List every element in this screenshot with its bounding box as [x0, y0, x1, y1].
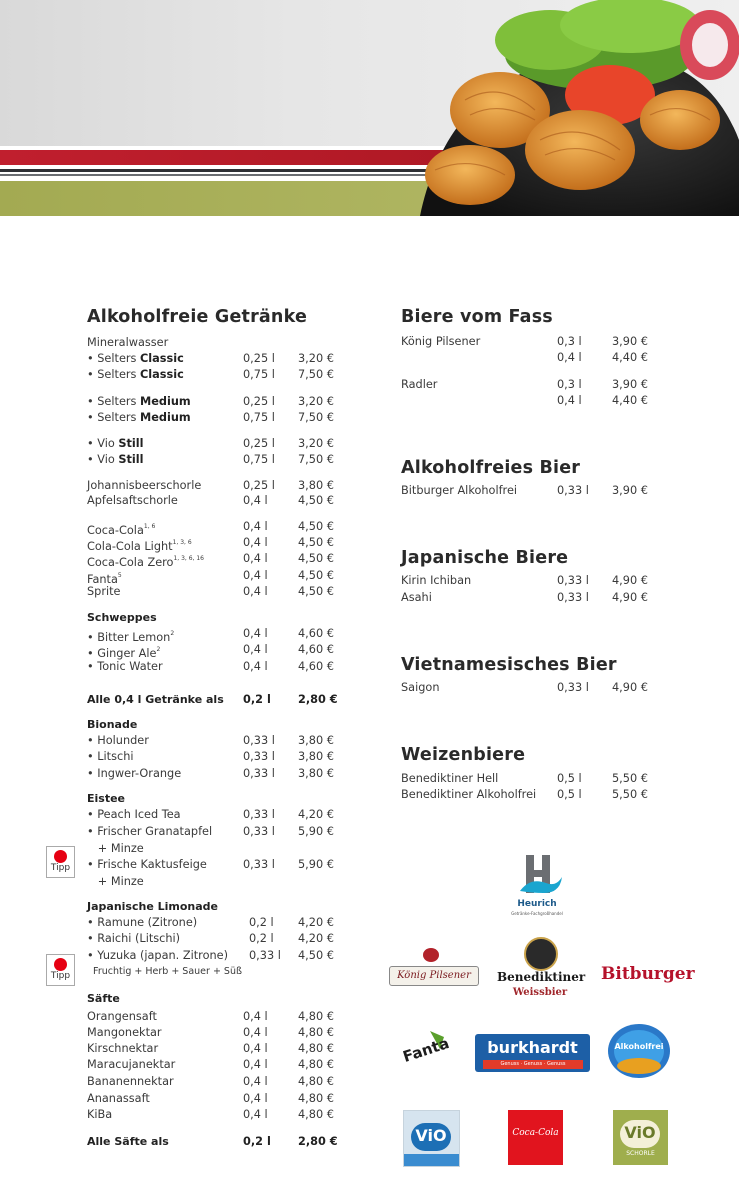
crest-icon: [423, 948, 439, 962]
heurich-h-icon: [506, 853, 568, 903]
menu-item-volume: 0,33 l: [557, 591, 589, 604]
menu-item-volume: 0,33 l: [243, 767, 275, 780]
menu-item-volume: 0,25 l: [243, 437, 275, 450]
menu-item-name: • Selters Classic: [87, 368, 184, 381]
menu-item-name: Benediktiner Alkoholfrei: [401, 788, 537, 801]
menu-item-price: 3,80 €: [298, 767, 334, 780]
menu-item-name: Bionade: [87, 718, 138, 731]
menu-item-price: 4,40 €: [612, 394, 648, 407]
menu-item-price: 7,50 €: [298, 453, 334, 466]
menu-item-volume: 0,5 l: [557, 772, 582, 785]
menu-item-name: • Bitter Lemon$^2$: [87, 630, 175, 644]
menu-item-name: Radler: [401, 378, 438, 391]
menu-item-price: 4,80 €: [298, 1058, 334, 1071]
menu-item-volume: 0,75 l: [243, 368, 275, 381]
menu-item-price: 3,90 €: [612, 335, 648, 348]
menu-item-name: • Holunder: [87, 734, 149, 747]
menu-item-name: • Ingwer-Orange: [87, 767, 182, 780]
menu-item-price: 4,80 €: [298, 1042, 334, 1055]
menu-item-price: 4,20 €: [298, 932, 334, 945]
menu-item-name: • Ginger Ale$^2$: [87, 646, 161, 660]
menu-item-name: Bananennektar: [87, 1075, 174, 1088]
menu-item-volume: 0,4 l: [243, 1108, 268, 1121]
menu-item-volume: 0,75 l: [243, 453, 275, 466]
section-title: Weizenbiere: [401, 745, 526, 765]
menu-item-name: KiBa: [87, 1108, 113, 1121]
menu-item-price: 3,80 €: [298, 734, 334, 747]
menu-item-name: Mineralwasser: [87, 336, 169, 349]
menu-item-volume: 0,4 l: [243, 643, 268, 656]
tipp-dot-icon: [54, 850, 67, 863]
menu-item-name: • Selters Medium: [87, 395, 191, 408]
fanta-logo: Fanta: [400, 1027, 452, 1075]
menu-item-name: Mangonektar: [87, 1026, 162, 1039]
menu-item-price: 4,80 €: [298, 1092, 334, 1105]
menu-item-price: 3,80 €: [298, 479, 334, 492]
section-title: Biere vom Fass: [401, 307, 553, 327]
menu-item-price: 3,80 €: [298, 750, 334, 763]
menu-item-name: Japanische Limonade: [87, 900, 218, 913]
menu-item-price: 4,90 €: [612, 681, 648, 694]
menu-item-price: 4,50 €: [298, 494, 334, 507]
menu-item-price: 4,80 €: [298, 1026, 334, 1039]
menu-item-volume: 0,4 l: [243, 569, 268, 582]
menu-item-price: 5,90 €: [298, 825, 334, 838]
menu-item-name: • Ramune (Zitrone): [87, 916, 198, 929]
menu-item-volume: 0,2 l: [243, 693, 271, 706]
menu-item-name: • Selters Medium: [87, 411, 191, 424]
menu-item-volume: 0,4 l: [243, 494, 268, 507]
menu-item-volume: 0,3 l: [557, 378, 582, 391]
menu-item-price: 4,50 €: [298, 520, 334, 533]
menu-item-name: • Selters Classic: [87, 352, 184, 365]
menu-item-price: 3,90 €: [612, 484, 648, 497]
menu-item-price: 4,60 €: [298, 660, 334, 673]
menu-item-price: 4,20 €: [298, 916, 334, 929]
menu-item-volume: 0,4 l: [243, 627, 268, 640]
menu-item-price: 2,80 €: [298, 693, 338, 706]
menu-item-name: Schweppes: [87, 611, 157, 624]
alkoholfrei-badge-logo: Alkoholfrei: [606, 1022, 672, 1080]
menu-item-name: Bitburger Alkoholfrei: [401, 484, 518, 497]
vio-logo: ViO: [403, 1110, 460, 1167]
bitburger-logo: Bitburger: [601, 964, 695, 984]
menu-item-price: 4,80 €: [298, 1075, 334, 1088]
menu-item-price: 7,50 €: [298, 411, 334, 424]
menu-item-volume: 0,4 l: [243, 1042, 268, 1055]
menu-item-name: Fanta$^5$: [87, 572, 122, 586]
menu-item-name: Benediktiner Hell: [401, 772, 499, 785]
menu-item-volume: 0,2 l: [249, 932, 274, 945]
menu-item-volume: 0,2 l: [249, 916, 274, 929]
menu-item-price: 3,20 €: [298, 395, 334, 408]
menu-item-volume: 0,33 l: [243, 750, 275, 763]
menu-item-volume: 0,33 l: [557, 681, 589, 694]
menu-item-name: Asahi: [401, 591, 432, 604]
menu-item-name: Eistee: [87, 792, 126, 805]
menu-item-name: König Pilsener: [401, 335, 481, 348]
burkhardt-logo: burkhardt Genuss · Genuss · Genuss: [475, 1034, 590, 1072]
menu-item-name: • Frischer Granatapfel: [87, 825, 213, 838]
food-photo: [380, 0, 739, 216]
menu-item-name: Säfte: [87, 992, 120, 1005]
menu-item-name: Apfelsaftschorle: [87, 494, 178, 507]
menu-item-price: 4,60 €: [298, 643, 334, 656]
menu-item-price: 3,20 €: [298, 437, 334, 450]
menu-item-name: Kirschnektar: [87, 1042, 159, 1055]
menu-item-volume: 0,4 l: [243, 1075, 268, 1088]
benediktiner-seal-icon: [524, 937, 558, 971]
menu-item-volume: 0,25 l: [243, 352, 275, 365]
menu-item-price: 4,90 €: [612, 574, 648, 587]
menu-item-name: Ananassaft: [87, 1092, 150, 1105]
menu-item-price: 7,50 €: [298, 368, 334, 381]
section-title-alkoholfreie-getraenke: Alkoholfreie Getränke: [87, 307, 308, 327]
tipp-badge: Tipp: [46, 954, 75, 986]
menu-item-price: 4,50 €: [298, 552, 334, 565]
menu-item-volume: 0,33 l: [243, 825, 275, 838]
menu-item-price: 3,90 €: [612, 378, 648, 391]
menu-item-price: 5,50 €: [612, 772, 648, 785]
menu-item-price: 4,60 €: [298, 627, 334, 640]
menu-item-price: 4,40 €: [612, 351, 648, 364]
menu-item-volume: 0,75 l: [243, 411, 275, 424]
menu-item-volume: 0,4 l: [243, 660, 268, 673]
menu-item-volume: 0,4 l: [243, 1092, 268, 1105]
menu-item-name: Sprite: [87, 585, 121, 598]
coca-cola-logo: Coca-Cola: [508, 1110, 563, 1165]
menu-item-price: 4,80 €: [298, 1010, 334, 1023]
menu-item-name: Alle 0,4 l Getränke als: [87, 693, 224, 706]
menu-item-volume: 0,4 l: [243, 520, 268, 533]
menu-item-volume: 0,4 l: [243, 1058, 268, 1071]
menu-item-name: • Vio Still: [87, 453, 144, 466]
menu-item-volume: 0,4 l: [557, 394, 582, 407]
menu-item-name: + Minze: [87, 842, 144, 855]
heurich-logo: Heurich Getränke-Fachgroßhandel: [506, 853, 568, 919]
tipp-badge: Tipp: [46, 846, 75, 878]
menu-item-volume: 0,5 l: [557, 788, 582, 801]
menu-item-price: 4,50 €: [298, 569, 334, 582]
section-title: Alkoholfreies Bier: [401, 458, 581, 478]
koenig-pilsener-logo: König Pilsener: [389, 948, 477, 988]
vio-schorle-logo: ViO SCHORLE: [613, 1110, 668, 1165]
menu-item-name: Fruchtig + Herb + Sauer + Süß: [87, 966, 242, 977]
section-title: Japanische Biere: [401, 548, 569, 568]
menu-item-volume: 0,33 l: [557, 574, 589, 587]
menu-item-name: • Yuzuka (japan. Zitrone): [87, 949, 229, 962]
menu-item-name: • Litschi: [87, 750, 134, 763]
menu-item-name: Johannisbeerschorle: [87, 479, 202, 492]
menu-item-volume: 0,33 l: [243, 734, 275, 747]
menu-item-price: 4,20 €: [298, 808, 334, 821]
menu-item-volume: 0,4 l: [557, 351, 582, 364]
menu-item-name: • Tonic Water: [87, 660, 163, 673]
menu-item-name: Coca-Cola$^{1, 6}$: [87, 523, 156, 537]
menu-item-name: • Frische Kaktusfeige: [87, 858, 207, 871]
menu-item-price: 4,90 €: [612, 591, 648, 604]
tipp-dot-icon: [54, 958, 67, 971]
menu-item-name: Kirin Ichiban: [401, 574, 472, 587]
menu-item-volume: 0,33 l: [243, 808, 275, 821]
menu-item-name: Orangensaft: [87, 1010, 157, 1023]
menu-item-volume: 0,4 l: [243, 585, 268, 598]
menu-item-volume: 0,25 l: [243, 479, 275, 492]
menu-item-price: 4,50 €: [298, 949, 334, 962]
menu-item-name: + Minze: [87, 875, 144, 888]
menu-item-price: 2,80 €: [298, 1135, 338, 1148]
menu-item-name: Saigon: [401, 681, 440, 694]
menu-item-volume: 0,33 l: [557, 484, 589, 497]
menu-item-volume: 0,4 l: [243, 1026, 268, 1039]
badge-icon: [606, 1022, 672, 1080]
menu-item-price: 4,80 €: [298, 1108, 334, 1121]
menu-item-volume: 0,33 l: [249, 949, 281, 962]
menu-item-name: • Raichi (Litschi): [87, 932, 181, 945]
menu-item-name: Maracujanektar: [87, 1058, 176, 1071]
menu-item-volume: 0,33 l: [243, 858, 275, 871]
menu-item-volume: 0,25 l: [243, 395, 275, 408]
menu-item-volume: 0,4 l: [243, 1010, 268, 1023]
menu-item-name: • Vio Still: [87, 437, 144, 450]
menu-item-name: Cola-Cola Light$^{1, 3, 6}$: [87, 539, 192, 553]
menu-item-volume: 0,4 l: [243, 552, 268, 565]
menu-item-price: 4,50 €: [298, 536, 334, 549]
menu-item-price: 3,20 €: [298, 352, 334, 365]
menu-item-price: 5,90 €: [298, 858, 334, 871]
menu-item-name: Alle Säfte als: [87, 1135, 169, 1148]
menu-item-volume: 0,4 l: [243, 536, 268, 549]
menu-item-name: Coca-Cola Zero$^{1, 3, 6, 16}$: [87, 555, 204, 569]
benediktiner-logo: Benediktiner Weissbier: [497, 937, 583, 1003]
menu-item-volume: 0,3 l: [557, 335, 582, 348]
menu-item-price: 5,50 €: [612, 788, 648, 801]
section-title: Vietnamesisches Bier: [401, 655, 617, 675]
menu-item-name: • Peach Iced Tea: [87, 808, 181, 821]
menu-item-volume: 0,2 l: [243, 1135, 271, 1148]
menu-item-price: 4,50 €: [298, 585, 334, 598]
